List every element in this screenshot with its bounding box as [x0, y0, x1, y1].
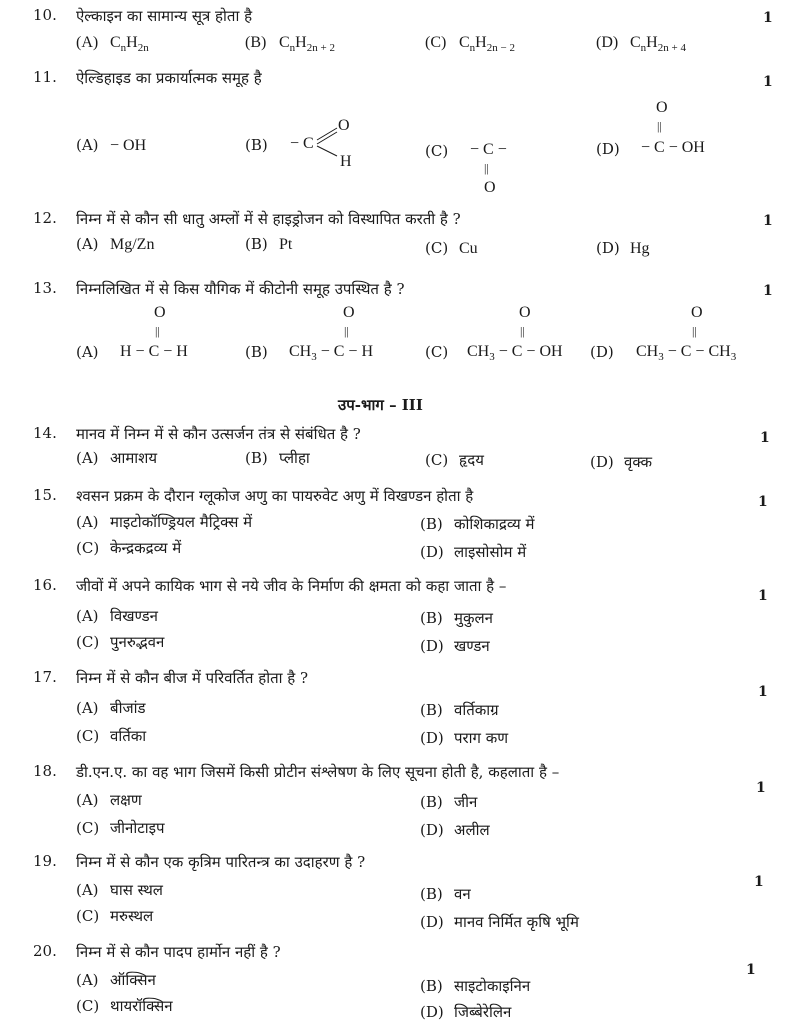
option-b[interactable]: (B) $C_nH_{2n + 2}$ — [245, 34, 335, 55]
option-d[interactable]: (D) मानव निर्मित कृषि भूमि — [420, 913, 579, 931]
option-d-label[interactable]: (D) — [596, 140, 620, 158]
option-d[interactable]: (D) अलील — [420, 821, 490, 839]
question-number: 15. — [33, 486, 57, 504]
marks: 1 — [758, 494, 768, 510]
double-bond: || — [344, 324, 349, 338]
marks: 1 — [754, 874, 764, 890]
marks: 1 — [763, 74, 773, 90]
option-c[interactable]: (C) केन्द्रकद्रव्य में — [76, 539, 182, 557]
question-number: 11. — [33, 68, 57, 86]
o-atom: O — [154, 304, 166, 321]
option-d[interactable]: (D) जिब्बेरेलिन — [420, 1003, 512, 1021]
option-a[interactable]: (A) लक्षण — [76, 791, 142, 809]
question-text: मानव में निम्न में से कौन उत्सर्जन तंत्र से संबंधित है ? — [76, 425, 361, 443]
double-bond: || — [692, 324, 697, 338]
option-d[interactable]: (D) लाइसोसोम में — [420, 543, 527, 561]
section-heading: उप-भाग – III — [338, 396, 423, 414]
formula-main: H − C − H — [120, 343, 188, 360]
option-d[interactable]: (D) Hg — [596, 239, 650, 257]
marks: 1 — [763, 213, 773, 229]
option-c-label[interactable]: (C) — [425, 343, 449, 361]
formula-main: $CH_3 - C - CH_3$ — [636, 343, 737, 364]
formula-main: $CH_3 - C$ − OH — [467, 343, 563, 364]
marks: 1 — [758, 588, 768, 604]
option-a[interactable]: (A) बीजांड — [76, 699, 146, 717]
question-text: श्वसन प्रक्रम के दौरान ग्लूकोज अणु का पायरुवेट अणु में विखण्डन होता है — [76, 487, 474, 505]
option-b[interactable]: (B) कोशिकाद्रव्य में — [420, 515, 535, 533]
option-b[interactable]: (B) Pt — [245, 235, 293, 253]
question-text: निम्न में से कौन पादप हार्मोन नहीं है ? — [76, 943, 281, 961]
question-number: 20. — [33, 942, 57, 960]
double-bond: || — [155, 324, 160, 338]
option-c[interactable]: (C) हृदय — [425, 451, 484, 469]
question-number: 12. — [33, 209, 57, 227]
option-b[interactable]: (B) साइटोकाइनिन — [420, 977, 531, 995]
marks: 1 — [756, 780, 766, 796]
option-c[interactable]: (C) $C_nH_{2n - 2}$ — [425, 34, 515, 55]
question-text: ऐल्काइन का सामान्य सूत्र होता है — [76, 7, 253, 25]
marks: 1 — [758, 684, 768, 700]
marks: 1 — [763, 10, 773, 26]
question-text: निम्नलिखित में से किस यौगिक में कीटोनी समूह उपस्थित है ? — [76, 280, 405, 298]
option-c[interactable]: (C) जीनोटाइप — [76, 819, 165, 837]
option-b[interactable]: (B) वर्तिकाग्र — [420, 701, 499, 719]
option-d[interactable]: (D) वृक्क — [590, 453, 653, 471]
option-b[interactable]: (B) मुकुलन — [420, 609, 493, 627]
question-text: ऐल्डिहाइड का प्रकार्यात्मक समूह है — [76, 69, 262, 87]
option-b-label[interactable]: (B) — [245, 343, 268, 361]
option-c[interactable]: (C) थायरॉक्सिन — [76, 997, 173, 1015]
option-a[interactable]: (A) $C_nH_{2n}$ — [76, 34, 149, 55]
question-text: निम्न में से कौन सी धातु अम्लों में से हाइड्रोजन को विस्थापित करती है ? — [76, 210, 461, 228]
aldehyde-o: O — [338, 117, 350, 134]
marks: 1 — [746, 962, 756, 978]
marks: 1 — [760, 430, 770, 446]
option-b[interactable]: (B) वन — [420, 885, 471, 903]
aldehyde-c: − C — [290, 135, 314, 152]
question-number: 13. — [33, 279, 57, 297]
option-a[interactable]: (A) Mg/Zn — [76, 235, 155, 253]
option-c[interactable]: (C) Cu — [425, 239, 478, 257]
question-number: 19. — [33, 852, 57, 870]
o-atom: O — [343, 304, 355, 321]
ketone-c: − C − — [470, 141, 507, 158]
option-b[interactable]: (B) प्लीहा — [245, 449, 310, 467]
option-a[interactable]: (A) माइटोकॉण्ड्रियल मैट्रिक्स में — [76, 513, 253, 531]
carboxyl-bond: || — [657, 119, 662, 133]
o-atom: O — [519, 304, 531, 321]
option-c[interactable]: (C) पुनरुद्भवन — [76, 633, 165, 651]
option-d-label[interactable]: (D) — [590, 343, 614, 361]
carboxyl-o: O — [656, 99, 668, 116]
option-c[interactable]: (C) वर्तिका — [76, 727, 147, 745]
carboxyl-main: − C − OH — [641, 139, 705, 156]
option-c[interactable]: (C) मरुस्थल — [76, 907, 154, 925]
question-number: 10. — [33, 6, 57, 24]
aldehyde-bonds — [315, 122, 341, 162]
question-text: निम्न में से कौन एक कृत्रिम पारितन्त्र का उदाहरण है ? — [76, 853, 366, 871]
o-atom: O — [691, 304, 703, 321]
option-a[interactable]: (A) घास स्थल — [76, 881, 163, 899]
option-a[interactable]: (A) आमाशय — [76, 449, 158, 467]
option-a-label[interactable]: (A) — [76, 343, 99, 361]
ketone-bond: || — [484, 161, 489, 175]
option-a[interactable]: (A) विखण्डन — [76, 607, 158, 625]
option-b[interactable]: (B) जीन — [420, 793, 478, 811]
question-number: 18. — [33, 762, 57, 780]
marks: 1 — [763, 283, 773, 299]
ketone-o: O — [484, 179, 496, 196]
question-number: 16. — [33, 576, 57, 594]
question-number: 17. — [33, 668, 57, 686]
aldehyde-h: H — [340, 153, 352, 170]
formula-main: $CH_3 - C - H$ — [289, 343, 374, 364]
option-d[interactable]: (D) $C_nH_{2n + 4}$ — [596, 34, 686, 55]
double-bond: || — [520, 324, 525, 338]
option-c-label[interactable]: (C) — [425, 142, 449, 160]
option-a[interactable]: (A) − OH — [76, 136, 147, 154]
question-number: 14. — [33, 424, 57, 442]
question-text: डी.एन.ए. का वह भाग जिसमें किसी प्रोटीन संश्लेषण के लिए सूचना होती है, कहलाता है – — [76, 763, 560, 781]
question-text: जीवों में अपने कायिक भाग से नये जीव के निर्माण की क्षमता को कहा जाता है – — [76, 577, 507, 595]
option-a[interactable]: (A) ऑक्सिन — [76, 971, 156, 989]
option-d[interactable]: (D) पराग कण — [420, 729, 509, 747]
option-b-label[interactable]: (B) — [245, 136, 268, 154]
option-d[interactable]: (D) खण्डन — [420, 637, 490, 655]
question-text: निम्न में से कौन बीज में परिवर्तित होता है ? — [76, 669, 309, 687]
